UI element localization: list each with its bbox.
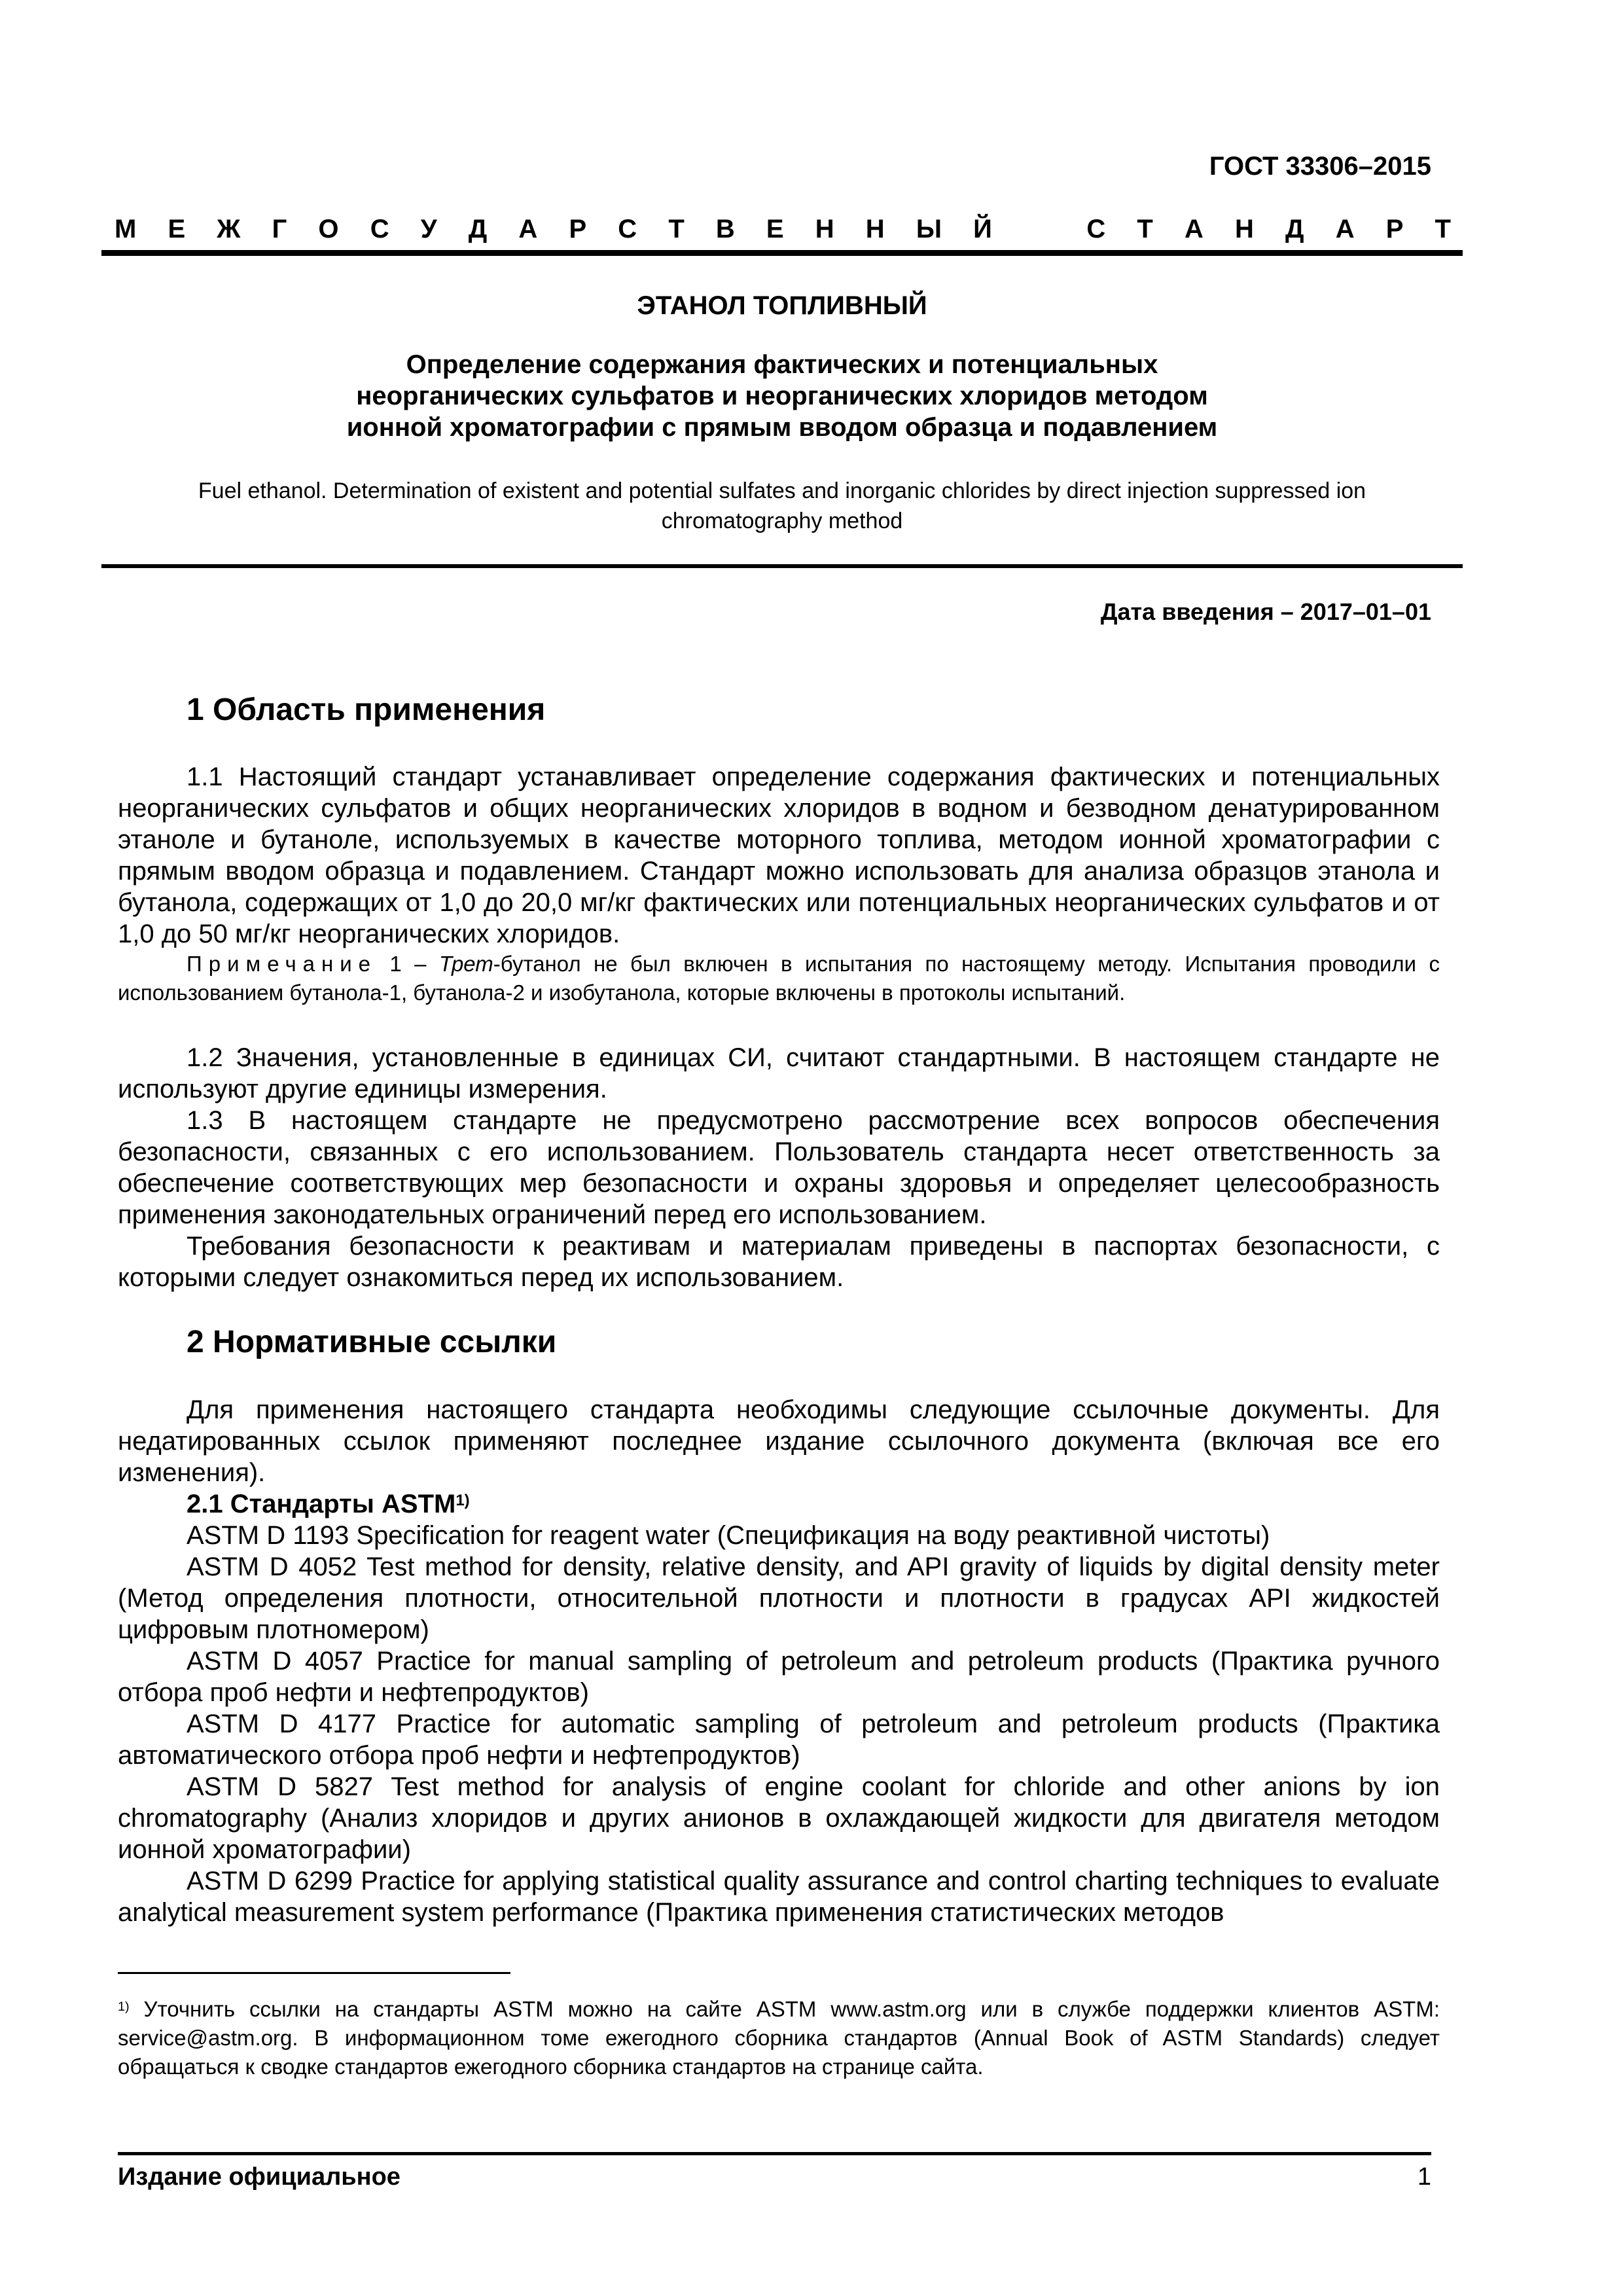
english-title: Fuel ethanol. Determination of existent and potential sulfates and inorganic chlorides by direct injection suppressed ion chromatography method [198,478,1366,533]
footnote-separator [118,1972,510,1974]
reference-item: ASTM D 5827 Test method for analysis of engine coolant for chloride and other anions by ion chromatography (Анализ хлоридов и других анионов в охлаждающей жидкости для двигателя методом ионной хроматографии) [118,1772,1440,1864]
footer-rule [118,2152,1431,2155]
reference-item: ASTM D 4057 Practice for manual sampling of petroleum and petroleum products (Практика ручного отбора проб нефти и нефтепродуктов) [118,1647,1440,1707]
document-title: ЭТАНОЛ ТОПЛИВНЫЙ [637,291,927,320]
section-2-body [118,1394,1440,1928]
header-rule [101,250,1463,256]
section-heading-scope: 1 Область применения [187,692,546,727]
note-text: -бутанол не был включен в испытания по настоящему методу. Испытания проводили с использованием бутанола-1, бутанола-2 и изобутанола, которые включены в протоколы испытаний. [118,952,1440,1005]
subtitle-line: Определение содержания фактических и потенциальных [406,350,1158,379]
note-number: 1 – [377,952,439,976]
section-1-body [118,761,1440,1007]
paragraph-1-3: 1.3 В настоящем стандарте не предусмотрено рассмотрение всех вопросов обеспечения безопасности, связанных с его использованием. Пользователь стандарта несет ответственность за обеспечение соответствующих мер безопасности и охраны здоровья и определяет целесообразность применения законодательных ограничений перед его использованием. [118,1106,1440,1229]
paragraph-1-1: 1.1 Настоящий стандарт устанавливает определение содержания фактических и потенциальных неорганических сульфатов и общих неорганических хлоридов в водном и безводном денатурированном этаноле и бутаноле, используемых в качестве моторного топлива, методом ионной хроматографии с прямым вводом образца и подавлением. Стандарт можно использовать для анализа образцов этанола и бутанола, содержащих от 1,0 до 20,0 мг/кг фактических или потенциальных неорганических сульфатов и от 1,0 до 50 мг/кг неорганических хлоридов. [118,762,1440,948]
section-1-body-continued [118,1042,1440,1293]
standard-type: М Е Ж Г О С У Д А Р С Т В Е Н Н Ы Й С Т А Н Д А Р Т [115,215,1451,243]
title-rule [101,564,1463,568]
note-italic: Трет [438,952,493,976]
reference-item: ASTM D 4177 Practice for automatic sampling of petroleum and petroleum products (Практика автоматического отбора проб нефти и нефтепродуктов) [118,1710,1440,1770]
introduction-date: Дата введения – 2017–01–01 [1100,598,1431,625]
standard-code: ГОСТ 33306–2015 [1209,152,1431,181]
document-subtitle [101,349,1463,443]
note-1 [118,950,1440,1007]
section-heading-references: 2 Нормативные ссылки [187,1325,557,1359]
subsection-title: 2.1 Стандарты ASTM [187,1490,456,1518]
footnote-mark: 1) [118,2000,130,2015]
note-label: Примечание [187,952,378,976]
footnote [118,1995,1440,2081]
reference-item: ASTM D 1193 Specification for reagent water (Спецификация на воду реактивной чистоты) [187,1521,1270,1550]
paragraph-1-4: Требования безопасности к реактивам и материалам приведены в паспортах безопасности, с которыми следует ознакомиться перед их использованием. [118,1232,1440,1292]
subsection-astm-heading [118,1488,1440,1520]
reference-item: ASTM D 4052 Test method for density, relative density, and API gravity of liquids by digital density meter (Метод определения плотности, относительной плотности и плотности в градусах API жидкостей цифровым плотномером) [118,1552,1440,1644]
subtitle-line: ионной хроматографии с прямым вводом образца и подавлением [346,413,1218,442]
reference-item: ASTM D 6299 Practice for applying statistical quality assurance and control charting techniques to evaluate analytical measurement system performance (Практика применения статистических методов [118,1867,1440,1927]
official-edition-label: Издание официальное [118,2163,401,2191]
references-intro: Для применения настоящего стандарта необходимы следующие ссылочные документы. Для недатированных ссылок применяют последнее издание ссылочного документа (включая все его изменения). [118,1395,1440,1487]
paragraph-1-2: 1.2 Значения, установленные в единицах СИ, считают стандартными. В настоящем стандарте не используют другие единицы измерения. [118,1043,1440,1103]
page-number: 1 [1417,2163,1431,2191]
footnote-text: Уточнить ссылки на стандарты ASTM можно на сайте ASTM www.astm.org или в службе поддержки клиентов ASTM: service@astm.org. В информационном томе ежегодного сборника стандартов (Annual Book of ASTM Standards) следует обращаться к сводке стандартов ежегодного сборника стандартов на странице сайта. [118,1997,1440,2079]
footnote-marker: 1) [455,1492,470,1510]
subtitle-line: неорганических сульфатов и неорганических хлоридов методом [356,382,1208,410]
